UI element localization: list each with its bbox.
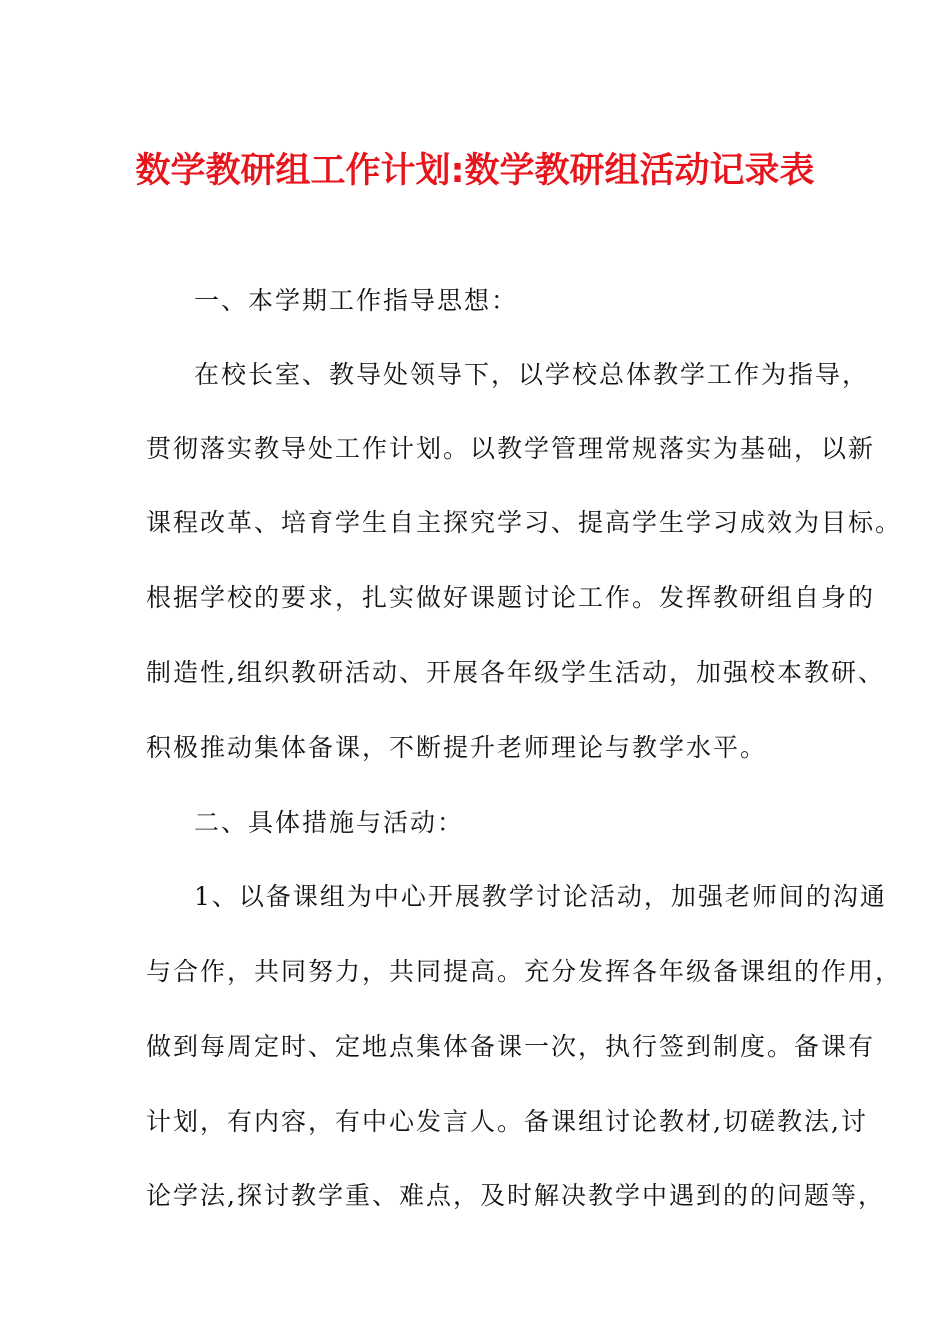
paragraph-line: 积极推动集体备课，不断提升老师理论与教学水平。 (146, 733, 768, 762)
paragraph-line: 课程改革、培育学生自主探究学习、提高学生学习成效为目标。 (146, 508, 903, 537)
paragraph-line: 做到每周定时、定地点集体备课一次，执行签到制度。备课有 (146, 1032, 876, 1061)
paragraph-line: 贯彻落实教导处工作计划。以教学管理常规落实为基础，以新 (146, 434, 876, 463)
paragraph-line: 制造性,组织教研活动、开展各年级学生活动，加强校本教研、 (146, 658, 885, 687)
paragraph-line: 与合作，共同努力，共同提高。充分发挥各年级备课组的作用， (146, 957, 903, 986)
paragraph-line: 1、以备课组为中心开展教学讨论活动，加强老师间的沟通 (194, 882, 887, 911)
paragraph-line: 在校长室、教导处领导下，以学校总体教学工作为指导， (194, 360, 870, 389)
document-title: 数学教研组工作计划:数学教研组活动记录表 (135, 151, 815, 191)
paragraph-line: 论学法,探讨教学重、难点，及时解决教学中遇到的的问题等， (146, 1181, 885, 1210)
section-heading-1: 一、本学期工作指导思想： (194, 286, 519, 315)
paragraph-line: 根据学校的要求，扎实做好课题讨论工作。发挥教研组自身的 (146, 583, 876, 612)
section-heading-2: 二、具体措施与活动： (194, 808, 465, 837)
paragraph-line: 计划，有内容，有中心发言人。备课组讨论教材,切磋教法,讨 (146, 1107, 868, 1136)
